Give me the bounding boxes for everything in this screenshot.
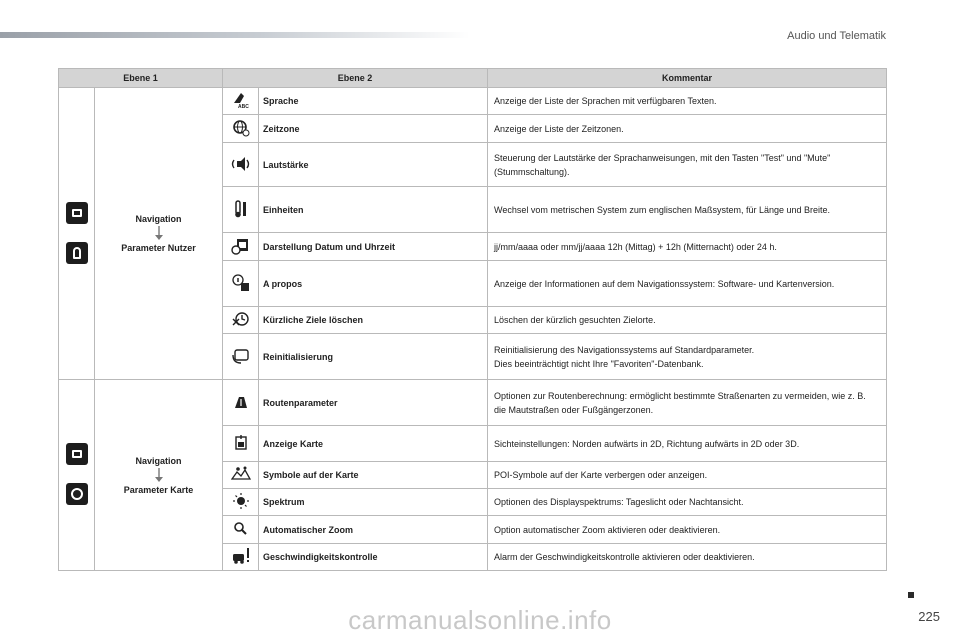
row-comment: Alarm der Geschwindigkeitskontrolle aktivieren oder deaktivieren. bbox=[488, 544, 887, 571]
map-settings-icon bbox=[66, 483, 88, 505]
row-label: Anzeige Karte bbox=[259, 426, 488, 462]
row-label: Automatischer Zoom bbox=[259, 516, 488, 544]
row-comment: Löschen der kürzlich gesuchten Zielorte. bbox=[488, 307, 887, 334]
header-level-2: Ebene 2 bbox=[223, 69, 488, 88]
row-label: Geschwindigkeitskontrolle bbox=[259, 544, 488, 571]
row-label: Zeitzone bbox=[259, 115, 488, 143]
settings-table bbox=[58, 68, 887, 571]
row-label: Lautstärke bbox=[259, 143, 488, 187]
row-comment: Wechsel vom metrischen System zum englischen Maßsystem, für Länge und Breite. bbox=[488, 187, 887, 233]
row-comment: Reinitialisierung des Navigationssystems auf Standardparameter. Dies beeinträchtigt nicht Ihre "Favoriten"-Datenbank. bbox=[488, 334, 887, 380]
header-comment: Kommentar bbox=[488, 69, 887, 88]
units-icon bbox=[231, 200, 251, 218]
group-icons bbox=[59, 88, 95, 380]
row-label: Sprache bbox=[259, 88, 488, 115]
map-symbols-icon bbox=[231, 465, 251, 483]
menu-path bbox=[95, 380, 223, 571]
row-comment: Anzeige der Liste der Sprachen mit verfügbaren Texten. bbox=[488, 88, 887, 115]
clear-history-icon bbox=[231, 310, 251, 328]
navigation-icon bbox=[66, 202, 88, 224]
row-comment: POI-Symbole auf der Karte verbergen oder anzeigen. bbox=[488, 462, 887, 489]
timezone-icon bbox=[231, 119, 251, 137]
user-settings-icon bbox=[66, 242, 88, 264]
submenu-label: Parameter Karte bbox=[123, 484, 194, 495]
language-icon bbox=[231, 91, 251, 109]
watermark: carmanualsonline.info bbox=[348, 605, 612, 635]
zoom-icon bbox=[231, 520, 251, 538]
arrow-down-icon bbox=[153, 468, 165, 483]
row-label: Kürzliche Ziele löschen bbox=[259, 307, 488, 334]
row-label: A propos bbox=[259, 261, 488, 307]
menu-path bbox=[95, 88, 223, 380]
speed-alert-icon bbox=[231, 547, 251, 565]
submenu-label: Parameter Nutzer bbox=[121, 243, 196, 253]
date-time-icon bbox=[231, 237, 251, 255]
row-label: Routenparameter bbox=[259, 380, 488, 426]
section-title: Audio und Telematik bbox=[787, 30, 886, 42]
menu-label: Navigation bbox=[135, 214, 182, 224]
row-comment: Optionen des Displayspektrums: Tageslicht oder Nachtansicht. bbox=[488, 489, 887, 516]
row-label: Reinitialisierung bbox=[259, 334, 488, 380]
row-label: Darstellung Datum und Uhrzeit bbox=[259, 233, 488, 261]
row-comment: Anzeige der Informationen auf dem Navigationssystem: Software- und Kartenversion. bbox=[488, 261, 887, 307]
svg-text:ABC: ABC bbox=[237, 104, 249, 109]
menu-label: Navigation bbox=[135, 455, 182, 466]
table-row bbox=[59, 88, 887, 115]
row-label: Spektrum bbox=[259, 489, 488, 516]
row-comment: Optionen zur Routenberechnung: ermöglicht bestimmte Straßenarten zu vermeiden, wie z. B. die Mautstraßen oder Fußgängerzonen. bbox=[488, 380, 887, 426]
row-comment: Sichteinstellungen: Norden aufwärts in 2D, Richtung aufwärts in 2D oder 3D. bbox=[488, 426, 887, 462]
table-header-row bbox=[59, 69, 887, 88]
spectrum-icon bbox=[231, 492, 251, 510]
info-icon bbox=[231, 274, 251, 292]
map-view-icon bbox=[231, 434, 251, 452]
navigation-icon bbox=[66, 443, 88, 465]
row-comment: Anzeige der Liste der Zeitzonen. bbox=[488, 115, 887, 143]
table-row bbox=[59, 380, 887, 426]
reset-icon bbox=[231, 347, 251, 365]
volume-icon bbox=[231, 155, 251, 173]
row-label: Einheiten bbox=[259, 187, 488, 233]
row-label: Symbole auf der Karte bbox=[259, 462, 488, 489]
header-bar bbox=[0, 32, 470, 38]
arrow-down-icon bbox=[153, 226, 165, 241]
header-level-1: Ebene 1 bbox=[59, 69, 223, 88]
route-icon bbox=[231, 393, 251, 411]
row-comment: Option automatischer Zoom aktivieren oder deaktivieren. bbox=[488, 516, 887, 544]
row-comment: jj/mm/aaaa oder mm/jj/aaaa 12h (Mittag) + 12h (Mitternacht) oder 24 h. bbox=[488, 233, 887, 261]
page-marker bbox=[908, 592, 914, 598]
row-comment: Steuerung der Lautstärke der Sprachanweisungen, mit den Tasten "Test" und "Mute" (Stummschaltung). bbox=[488, 143, 887, 187]
page-number: 225 bbox=[918, 609, 940, 624]
group-icons bbox=[59, 380, 95, 571]
